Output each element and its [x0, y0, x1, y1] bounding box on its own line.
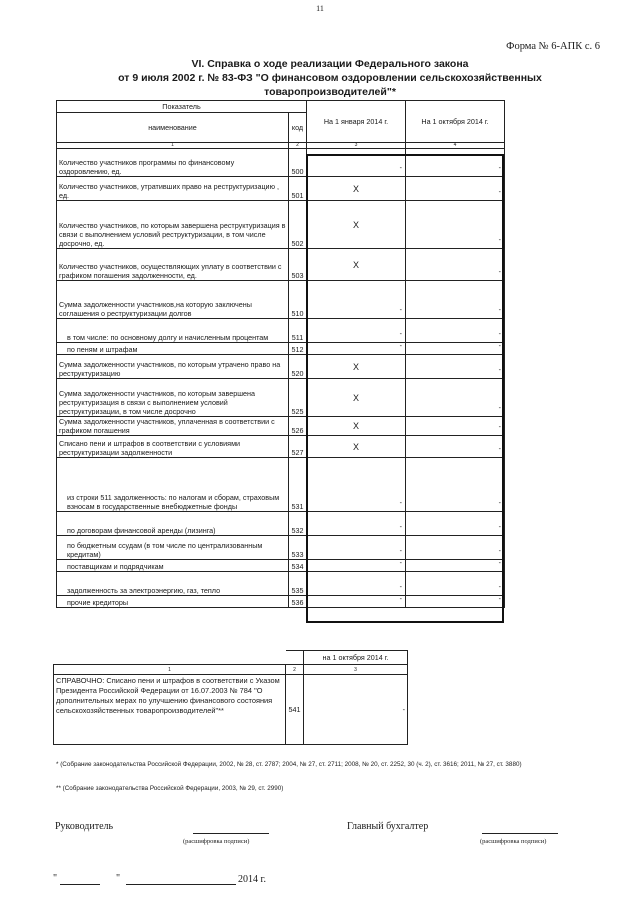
- empty-value-dash: -: [498, 596, 501, 603]
- table-row: [57, 177, 505, 201]
- empty-value-dash: -: [498, 165, 501, 172]
- accountant-signature-line: [482, 833, 558, 834]
- value-oct-cell: [406, 281, 505, 319]
- row-name: Сумма задолженности участников, по которым завершена реструктуризация в связи с выполнением условий реструктуризации, в том числе досрочно: [57, 379, 289, 417]
- row-name: Сумма задолженности участников,на которую заключены соглашения о реструктуризации долгов: [57, 281, 289, 319]
- table-row: [57, 458, 505, 512]
- row-name: Количество участников, утративших право на реструктуризацию , ед.: [57, 177, 289, 201]
- empty-value-dash: -: [498, 405, 501, 412]
- value-oct-cell: [406, 355, 505, 379]
- row-code: 536: [289, 596, 307, 608]
- value-oct-cell: [406, 572, 505, 596]
- empty-value-dash: -: [498, 560, 501, 567]
- date-month-line: [126, 884, 236, 885]
- not-applicable-mark: X: [352, 259, 359, 270]
- row-code: 527: [289, 436, 307, 458]
- row-name: Количество участников, осуществляющих уплату в соответствии с графиком погашения задолженности, ед.: [57, 249, 289, 281]
- value-jan-cell: [307, 149, 406, 177]
- value-jan-cell: [307, 177, 406, 201]
- table-row: [57, 281, 505, 319]
- table-row: [57, 417, 505, 436]
- empty-value-dash: -: [498, 446, 501, 453]
- row-name: поставщикам и подрядчикам: [57, 560, 289, 572]
- value-jan-cell: [307, 458, 406, 512]
- not-applicable-mark: X: [352, 421, 359, 431]
- value-jan-cell: [307, 417, 406, 436]
- row-code: 512: [289, 343, 307, 355]
- column-header-oct: На 1 октября 2014 г.: [406, 101, 505, 143]
- row-name: Количество участников, по которым завершена реструктуризация в связи с выполнением условий реструктуризации, в том числе досрочно, ед.: [57, 201, 289, 249]
- row-name: по бюджетным ссудам (в том числе по централизованным кредитам): [57, 536, 289, 560]
- row-name: Сумма задолженности участников, по которым утрачено право на реструктуризацию: [57, 355, 289, 379]
- column-header-name: наименование: [57, 113, 289, 143]
- column-header-code: код: [289, 113, 307, 143]
- reference-row-code: 541: [286, 675, 304, 745]
- value-jan-cell: [307, 596, 406, 608]
- row-code: 526: [289, 417, 307, 436]
- date-year: 2014 г.: [238, 874, 266, 885]
- document-title: [80, 57, 580, 99]
- empty-value-dash: -: [399, 331, 402, 338]
- row-name: из строки 511 задолженность: по налогам и сборам, страховым взносам в государственные внебюджетные фонды: [57, 458, 289, 512]
- value-jan-cell: [307, 379, 406, 417]
- row-name: Сумма задолженности участников, уплаченная в соответствии с графиком погашения: [57, 417, 289, 436]
- row-name: прочие кредиторы: [57, 596, 289, 608]
- row-name: по договорам финансовой аренды (лизинга): [57, 512, 289, 536]
- empty-value-dash: -: [498, 343, 501, 350]
- head-signature-line: [193, 833, 269, 834]
- column-header-oct: на 1 октября 2014 г.: [304, 651, 408, 665]
- title-line-2: от 9 июля 2002 г. № 83-ФЗ "О финансовом оздоровлении сельскохозяйственных: [118, 72, 542, 84]
- table-row: [57, 379, 505, 417]
- value-oct-cell: [406, 596, 505, 608]
- date-quote-open: ": [53, 873, 58, 884]
- row-code: 525: [289, 379, 307, 417]
- table-row: [57, 512, 505, 536]
- row-code: 533: [289, 536, 307, 560]
- empty-value-dash: -: [498, 307, 501, 314]
- main-table: [56, 100, 505, 608]
- empty-value-dash: -: [498, 424, 501, 431]
- table-row: [57, 436, 505, 458]
- row-code: 535: [289, 572, 307, 596]
- column-number: 2: [289, 143, 307, 149]
- row-code: 520: [289, 355, 307, 379]
- value-jan-cell: [307, 572, 406, 596]
- empty-value-dash: -: [498, 237, 501, 244]
- not-applicable-mark: X: [352, 183, 359, 194]
- footnote-1: * (Собрание законодательства Российской Федерации, 2002, № 28, ст. 2787; 2004, № 27, ст. 2711; 2008, № 20, ст. 2252, 30 (ч. 2), ст. 3616; 2011, № 27, ст. 3880): [56, 761, 522, 768]
- value-oct-cell: [406, 149, 505, 177]
- not-applicable-mark: X: [352, 219, 359, 230]
- table-row: [57, 201, 505, 249]
- empty-value-dash: -: [399, 165, 402, 172]
- empty-value-dash: -: [498, 367, 501, 374]
- value-jan-cell: [307, 249, 406, 281]
- column-number: 2: [286, 665, 304, 675]
- empty-value-dash: -: [498, 331, 501, 338]
- table-row: [57, 560, 505, 572]
- table-row: [57, 149, 505, 177]
- row-code: 500: [289, 149, 307, 177]
- row-name: по пеням и штрафам: [57, 343, 289, 355]
- table-row: [57, 355, 505, 379]
- row-name: Списано пени и штрафов в соответствии с условиями реструктуризации задолженности: [57, 436, 289, 458]
- value-jan-cell: [307, 536, 406, 560]
- accountant-decoding-caption: (расшифровка подписи): [480, 838, 547, 845]
- accountant-label: Главный бухгалтер: [347, 821, 429, 832]
- value-jan-cell: [307, 512, 406, 536]
- value-oct-cell: [406, 319, 505, 343]
- row-code: 511: [289, 319, 307, 343]
- table-row: [57, 536, 505, 560]
- value-oct-cell: [406, 343, 505, 355]
- head-decoding-caption: (расшифровка подписи): [183, 838, 250, 845]
- empty-value-dash: -: [399, 596, 402, 603]
- reference-row-name: СПРАВОЧНО: Списано пени и штрафов в соответствии с Указом Президента Российской Федерации от 16.07.2003 № 784 "О дополнительных мерах по улучшению финансового состояния сельскохозяйственных товаропроизводителей"**: [54, 675, 286, 745]
- value-oct-cell: [406, 201, 505, 249]
- date-quote-close: ": [116, 873, 121, 884]
- reference-table: [53, 650, 408, 745]
- row-name: задолженность за электроэнергию, газ, тепло: [57, 572, 289, 596]
- empty-value-dash: -: [498, 584, 501, 591]
- row-code: 534: [289, 560, 307, 572]
- empty-value-dash: -: [399, 560, 402, 567]
- value-oct-cell: [406, 249, 505, 281]
- value-oct-cell: [406, 436, 505, 458]
- row-code: 510: [289, 281, 307, 319]
- empty-value-dash: -: [498, 189, 501, 196]
- table-row: [57, 596, 505, 608]
- row-code: 501: [289, 177, 307, 201]
- table-row: [57, 319, 505, 343]
- page-number: 11: [316, 4, 324, 13]
- value-oct-cell: [406, 417, 505, 436]
- title-line-3: товаропроизводителей"*: [264, 86, 396, 98]
- column-number: 3: [307, 143, 406, 149]
- empty-value-dash: -: [498, 269, 501, 276]
- row-code: 503: [289, 249, 307, 281]
- empty-value-dash: -: [498, 500, 501, 507]
- empty-value-dash: -: [498, 524, 501, 531]
- value-oct-cell: [406, 512, 505, 536]
- row-name: в том числе: по основному долгу и начисленным процентам: [57, 319, 289, 343]
- not-applicable-mark: X: [352, 441, 359, 452]
- reference-row-value: -: [304, 675, 408, 745]
- value-oct-cell: [406, 177, 505, 201]
- empty-value-dash: -: [399, 548, 402, 555]
- row-code: 531: [289, 458, 307, 512]
- empty-value-dash: -: [399, 524, 402, 531]
- empty-value-dash: -: [399, 307, 402, 314]
- value-oct-cell: [406, 379, 505, 417]
- value-jan-cell: [307, 355, 406, 379]
- value-jan-cell: [307, 319, 406, 343]
- empty-value-dash: -: [498, 548, 501, 555]
- column-number: 4: [406, 143, 505, 149]
- group-header: Показатель: [57, 101, 307, 113]
- value-jan-cell: [307, 201, 406, 249]
- head-label: Руководитель: [55, 821, 114, 832]
- row-code: 502: [289, 201, 307, 249]
- date-day-line: [60, 884, 100, 885]
- empty-value-dash: -: [399, 343, 402, 350]
- empty-value-dash: -: [399, 584, 402, 591]
- value-oct-cell: [406, 536, 505, 560]
- table-row: [57, 343, 505, 355]
- value-jan-cell: [307, 436, 406, 458]
- row-code: 532: [289, 512, 307, 536]
- footnote-2: ** (Собрание законодательства Российской Федерации, 2003, № 29, ст. 2990): [56, 785, 284, 792]
- column-header-jan: На 1 января 2014 г.: [307, 101, 406, 143]
- value-jan-cell: [307, 281, 406, 319]
- value-oct-cell: [406, 458, 505, 512]
- column-number: 1: [54, 665, 286, 675]
- empty-value-dash: -: [399, 500, 402, 507]
- row-name: Количество участников программы по финансовому оздоровлению, ед.: [57, 149, 289, 177]
- value-oct-cell: [406, 560, 505, 572]
- column-number: 1: [57, 143, 289, 149]
- value-jan-cell: [307, 560, 406, 572]
- value-jan-cell: [307, 343, 406, 355]
- column-number: 3: [304, 665, 408, 675]
- title-line-1: VI. Справка о ходе реализации Федерального закона: [191, 58, 469, 70]
- not-applicable-mark: X: [352, 361, 359, 372]
- table-row: [57, 572, 505, 596]
- table-row: [57, 249, 505, 281]
- form-number: Форма № 6-АПК с. 6: [506, 41, 600, 52]
- not-applicable-mark: X: [352, 392, 359, 403]
